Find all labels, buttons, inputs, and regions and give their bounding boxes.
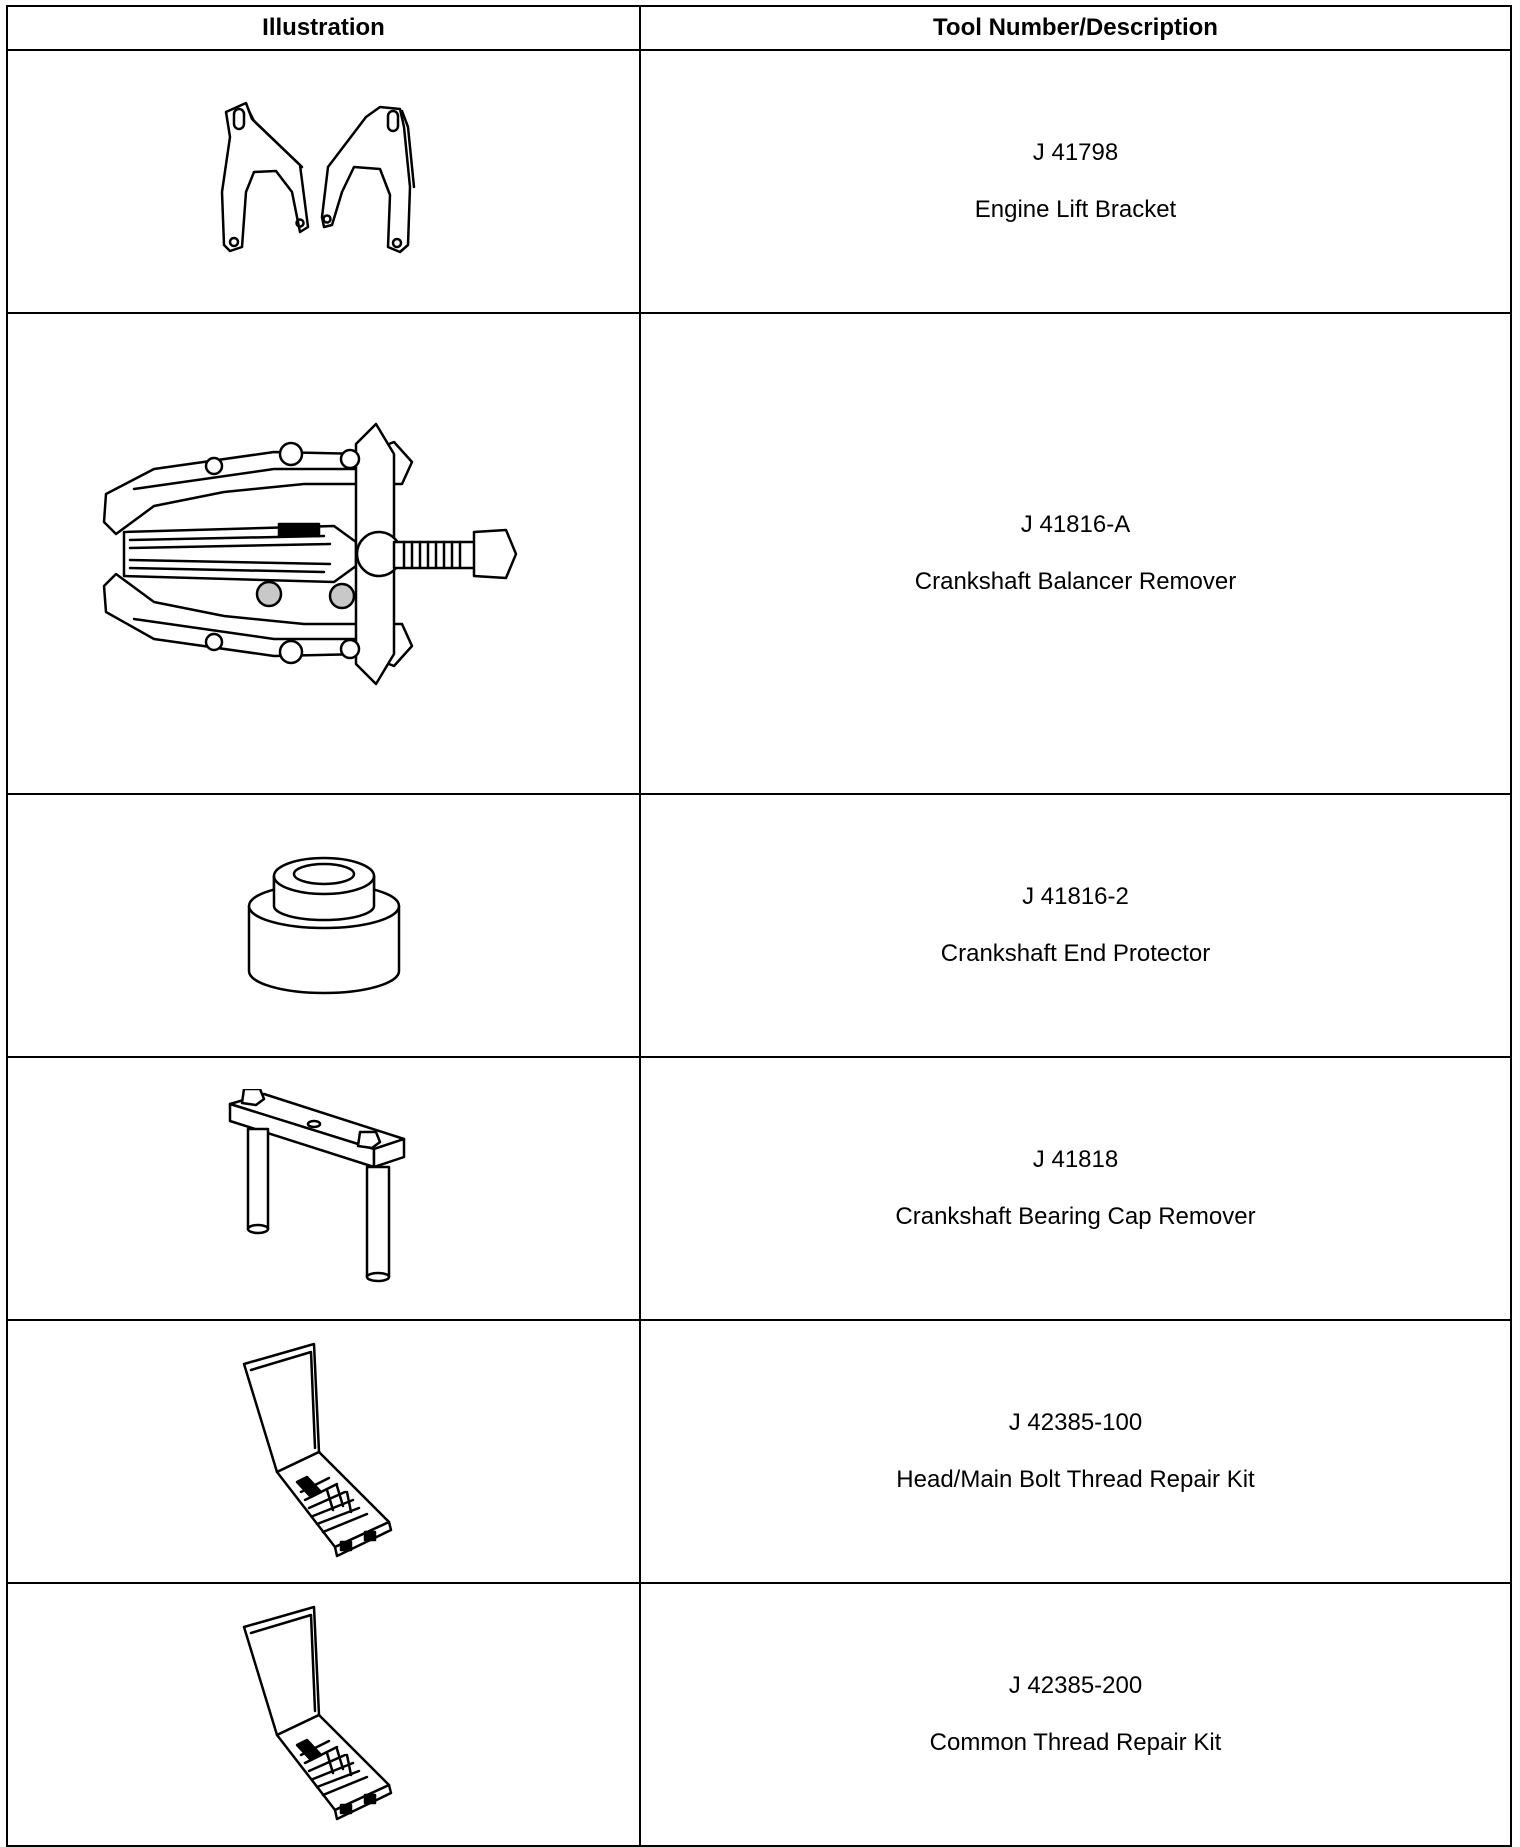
tool-number: J 41816-2 — [1022, 882, 1129, 910]
illustration-cell — [7, 50, 640, 313]
tool-table — [6, 5, 1512, 1847]
header-illustration: Illustration — [7, 6, 640, 50]
description-cell — [640, 1057, 1511, 1320]
tool-description: Crankshaft End Protector — [940, 939, 1211, 967]
tool-number: J 42385-100 — [1008, 1408, 1143, 1436]
tool-number: J 42385-200 — [1008, 1671, 1143, 1699]
illustration-cell — [7, 1583, 640, 1846]
bearing-cap-remover-icon — [224, 1089, 424, 1289]
illustration-cell — [7, 794, 640, 1057]
illustration-cell — [7, 313, 640, 794]
description-cell — [640, 50, 1511, 313]
engine-lift-bracket-icon — [204, 97, 444, 267]
tool-description: Engine Lift Bracket — [974, 195, 1177, 223]
illustration-cell — [7, 1320, 640, 1583]
tool-number: J 41818 — [1032, 1145, 1119, 1173]
tool-number: J 41798 — [1032, 138, 1119, 166]
table-row — [7, 1320, 1511, 1583]
tool-description: Crankshaft Balancer Remover — [914, 567, 1237, 595]
thread-repair-kit-icon — [239, 1342, 409, 1562]
description-cell — [640, 794, 1511, 1057]
table-row — [7, 313, 1511, 794]
table-header-row — [7, 6, 1511, 50]
table-row — [7, 1057, 1511, 1320]
header-tool-number: Tool Number/Description — [640, 6, 1511, 50]
tool-description: Common Thread Repair Kit — [929, 1728, 1222, 1756]
description-cell — [640, 1320, 1511, 1583]
tool-description: Head/Main Bolt Thread Repair Kit — [896, 1465, 1255, 1493]
balancer-remover-icon — [94, 414, 554, 694]
illustration-cell — [7, 1057, 640, 1320]
tool-number: J 41816-A — [1020, 510, 1131, 538]
end-protector-icon — [244, 846, 404, 1006]
tool-description: Crankshaft Bearing Cap Remover — [895, 1202, 1256, 1230]
table-row — [7, 1583, 1511, 1846]
table-row — [7, 794, 1511, 1057]
thread-repair-kit-icon — [239, 1605, 409, 1825]
description-cell — [640, 1583, 1511, 1846]
description-cell — [640, 313, 1511, 794]
table-row — [7, 50, 1511, 313]
